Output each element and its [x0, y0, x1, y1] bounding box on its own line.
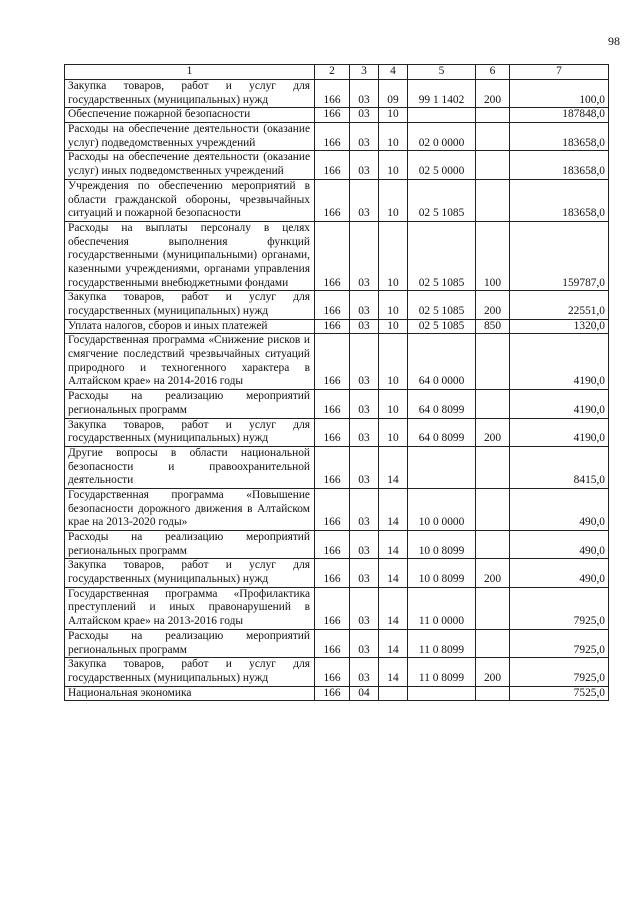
row-section: 03 [350, 629, 379, 657]
row-subsection [379, 686, 408, 701]
row-amount: 22551,0 [510, 291, 609, 319]
table-row [65, 446, 609, 488]
row-admin-code: 166 [315, 488, 350, 530]
row-target-item: 11 0 8099 [408, 658, 476, 686]
budget-table [64, 64, 609, 701]
row-amount: 490,0 [510, 559, 609, 587]
row-expense-type [476, 108, 510, 123]
row-admin-code: 166 [315, 80, 350, 108]
header-cell-1: 1 [65, 65, 315, 80]
row-amount: 183658,0 [510, 151, 609, 179]
row-target-item [408, 446, 476, 488]
row-expense-type: 850 [476, 319, 510, 334]
row-subsection: 09 [379, 80, 408, 108]
row-target-item: 11 0 0000 [408, 587, 476, 629]
row-name: Закупка товаров, работ и услуг для государственных (муниципальных) нужд [65, 291, 315, 319]
row-expense-type: 100 [476, 221, 510, 290]
header-cell-7: 7 [510, 65, 609, 80]
row-expense-type [476, 334, 510, 390]
row-admin-code: 166 [315, 531, 350, 559]
row-subsection: 14 [379, 629, 408, 657]
row-admin-code: 166 [315, 334, 350, 390]
row-amount: 4190,0 [510, 390, 609, 418]
row-subsection: 14 [379, 658, 408, 686]
row-expense-type [476, 151, 510, 179]
row-subsection: 10 [379, 319, 408, 334]
row-section: 04 [350, 686, 379, 701]
row-section: 03 [350, 658, 379, 686]
row-expense-type [476, 531, 510, 559]
table-row [65, 390, 609, 418]
row-subsection: 10 [379, 334, 408, 390]
row-section: 03 [350, 221, 379, 290]
row-admin-code: 166 [315, 390, 350, 418]
row-admin-code: 166 [315, 221, 350, 290]
row-name: Расходы на выплаты персоналу в целях обеспечения выполнения функций государственными (муниципальными) органами, казенными учреждениями, органами управления государственными внебюджетными фондами [65, 221, 315, 290]
row-amount: 4190,0 [510, 334, 609, 390]
row-target-item: 02 5 1085 [408, 179, 476, 221]
row-admin-code: 166 [315, 658, 350, 686]
row-name: Расходы на обеспечение деятельности (оказание услуг) подведомственных учреждений [65, 123, 315, 151]
header-row [65, 65, 609, 80]
row-expense-type: 200 [476, 559, 510, 587]
row-subsection: 10 [379, 390, 408, 418]
row-target-item: 02 0 0000 [408, 123, 476, 151]
row-section: 03 [350, 446, 379, 488]
row-section: 03 [350, 179, 379, 221]
row-target-item: 02 5 1085 [408, 291, 476, 319]
row-expense-type [476, 390, 510, 418]
row-admin-code: 166 [315, 123, 350, 151]
row-name: Закупка товаров, работ и услуг для государственных (муниципальных) нужд [65, 80, 315, 108]
table-row [65, 488, 609, 530]
row-section: 03 [350, 488, 379, 530]
row-name: Уплата налогов, сборов и иных платежей [65, 319, 315, 334]
row-name: Закупка товаров, работ и услуг для государственных (муниципальных) нужд [65, 418, 315, 446]
table-row [65, 629, 609, 657]
row-expense-type [476, 123, 510, 151]
table-row [65, 221, 609, 290]
row-target-item [408, 108, 476, 123]
row-name: Закупка товаров, работ и услуг для государственных (муниципальных) нужд [65, 658, 315, 686]
row-section: 03 [350, 418, 379, 446]
row-target-item: 10 0 8099 [408, 531, 476, 559]
row-name: Расходы на реализацию мероприятий региональных программ [65, 390, 315, 418]
row-section: 03 [350, 559, 379, 587]
table-row [65, 123, 609, 151]
row-admin-code: 166 [315, 587, 350, 629]
row-amount: 159787,0 [510, 221, 609, 290]
row-admin-code: 166 [315, 418, 350, 446]
row-amount: 183658,0 [510, 179, 609, 221]
row-target-item: 64 0 8099 [408, 390, 476, 418]
row-subsection: 14 [379, 488, 408, 530]
table-row [65, 334, 609, 390]
row-target-item: 10 0 8099 [408, 559, 476, 587]
row-name: Государственная программа «Профилактика преступлений и иных правонарушений в Алтайском крае» на 2013-2016 годы [65, 587, 315, 629]
row-subsection: 10 [379, 151, 408, 179]
row-name: Национальная экономика [65, 686, 315, 701]
row-admin-code: 166 [315, 151, 350, 179]
row-expense-type: 200 [476, 291, 510, 319]
row-subsection: 10 [379, 418, 408, 446]
row-amount: 7525,0 [510, 686, 609, 701]
row-target-item: 10 0 0000 [408, 488, 476, 530]
row-admin-code: 166 [315, 108, 350, 123]
row-name: Другие вопросы в области национальной безопасности и правоохранительной деятельности [65, 446, 315, 488]
row-expense-type [476, 446, 510, 488]
row-admin-code: 166 [315, 446, 350, 488]
table-row [65, 686, 609, 701]
table-row [65, 559, 609, 587]
row-expense-type [476, 179, 510, 221]
row-amount: 1320,0 [510, 319, 609, 334]
row-expense-type: 200 [476, 658, 510, 686]
row-target-item: 64 0 8099 [408, 418, 476, 446]
row-section: 03 [350, 108, 379, 123]
row-amount: 100,0 [510, 80, 609, 108]
row-amount: 7925,0 [510, 658, 609, 686]
row-expense-type: 200 [476, 80, 510, 108]
row-target-item: 02 5 1085 [408, 221, 476, 290]
row-subsection: 10 [379, 179, 408, 221]
row-amount: 7925,0 [510, 629, 609, 657]
row-expense-type [476, 686, 510, 701]
header-cell-5: 5 [408, 65, 476, 80]
row-section: 03 [350, 531, 379, 559]
row-name: Учреждения по обеспечению мероприятий в области гражданской обороны, чрезвычайных ситуаций и пожарной безопасности [65, 179, 315, 221]
table-header [65, 65, 609, 80]
row-amount: 7925,0 [510, 587, 609, 629]
row-amount: 490,0 [510, 488, 609, 530]
row-admin-code: 166 [315, 686, 350, 701]
row-subsection: 10 [379, 291, 408, 319]
row-section: 03 [350, 334, 379, 390]
row-expense-type [476, 488, 510, 530]
row-subsection: 14 [379, 559, 408, 587]
header-cell-3: 3 [350, 65, 379, 80]
row-section: 03 [350, 291, 379, 319]
table-row [65, 658, 609, 686]
table-row [65, 531, 609, 559]
row-amount: 183658,0 [510, 123, 609, 151]
row-admin-code: 166 [315, 179, 350, 221]
row-subsection: 14 [379, 587, 408, 629]
row-target-item [408, 686, 476, 701]
row-target-item: 64 0 0000 [408, 334, 476, 390]
row-name: Расходы на реализацию мероприятий региональных программ [65, 531, 315, 559]
row-section: 03 [350, 80, 379, 108]
row-subsection: 14 [379, 531, 408, 559]
row-target-item: 99 1 1402 [408, 80, 476, 108]
header-cell-2: 2 [315, 65, 350, 80]
row-admin-code: 166 [315, 319, 350, 334]
table-row [65, 319, 609, 334]
table-row [65, 418, 609, 446]
row-target-item: 02 5 1085 [408, 319, 476, 334]
row-subsection: 10 [379, 123, 408, 151]
row-amount: 490,0 [510, 531, 609, 559]
row-amount: 4190,0 [510, 418, 609, 446]
row-amount: 187848,0 [510, 108, 609, 123]
row-section: 03 [350, 390, 379, 418]
row-expense-type [476, 629, 510, 657]
row-name: Государственная программа «Повышение безопасности дорожного движения в Алтайском крае на 2013-2020 годы» [65, 488, 315, 530]
row-amount: 8415,0 [510, 446, 609, 488]
header-cell-4: 4 [379, 65, 408, 80]
row-name: Государственная программа «Снижение рисков и смягчение последствий чрезвычайных ситуаций природного и техногенного характера в Алтайском крае» на 2014-2016 годы [65, 334, 315, 390]
row-admin-code: 166 [315, 291, 350, 319]
table-row [65, 80, 609, 108]
row-name: Расходы на реализацию мероприятий региональных программ [65, 629, 315, 657]
page-number: 98 [608, 34, 620, 48]
row-subsection: 10 [379, 108, 408, 123]
row-name: Обеспечение пожарной безопасности [65, 108, 315, 123]
table-row [65, 179, 609, 221]
row-admin-code: 166 [315, 629, 350, 657]
row-expense-type [476, 587, 510, 629]
table-row [65, 151, 609, 179]
row-name: Расходы на обеспечение деятельности (оказание услуг) иных подведомственных учреждений [65, 151, 315, 179]
table-row [65, 291, 609, 319]
header-cell-6: 6 [476, 65, 510, 80]
row-target-item: 11 0 8099 [408, 629, 476, 657]
table-row [65, 587, 609, 629]
row-expense-type: 200 [476, 418, 510, 446]
row-section: 03 [350, 319, 379, 334]
row-section: 03 [350, 151, 379, 179]
row-admin-code: 166 [315, 559, 350, 587]
row-section: 03 [350, 587, 379, 629]
row-target-item: 02 5 0000 [408, 151, 476, 179]
row-subsection: 14 [379, 446, 408, 488]
row-subsection: 10 [379, 221, 408, 290]
row-section: 03 [350, 123, 379, 151]
row-name: Закупка товаров, работ и услуг для государственных (муниципальных) нужд [65, 559, 315, 587]
table-body [65, 80, 609, 701]
table-row [65, 108, 609, 123]
